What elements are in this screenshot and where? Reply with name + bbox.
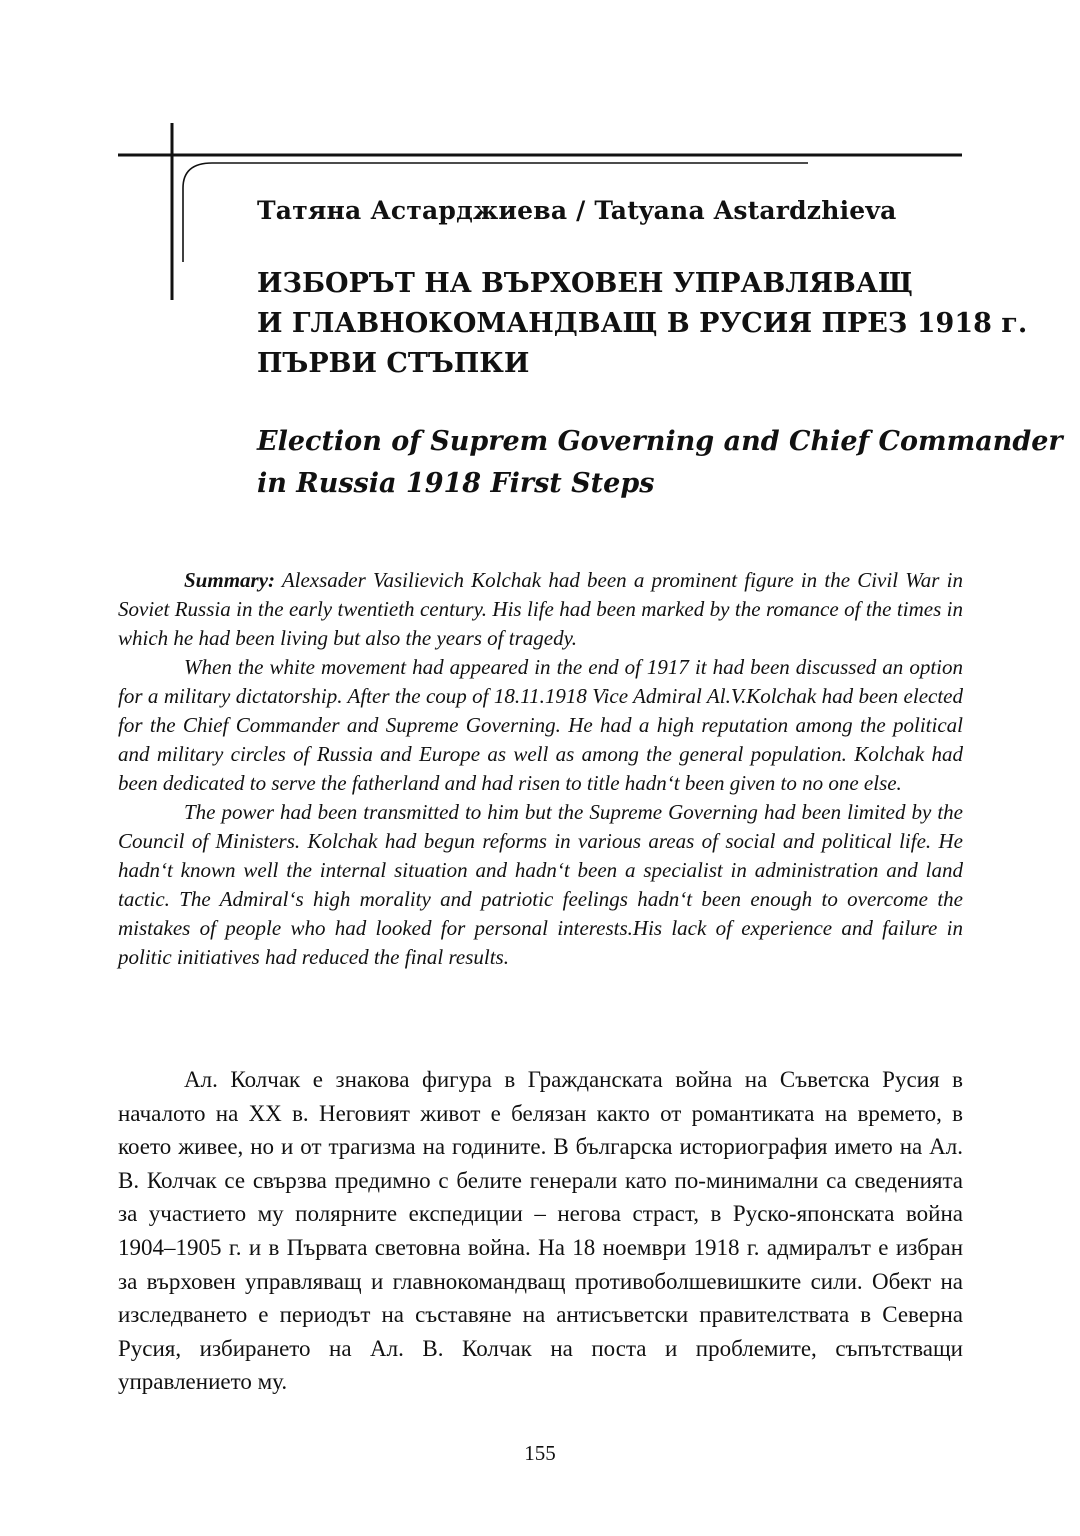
title-english (257, 421, 1063, 505)
summary-paragraph: The power had been transmitted to him but the Supreme Governing had been limited by the Council of Ministers. Kolchak had begun reforms in various areas of social and political life. He hadn‘t known well the internal situation and hadn‘t been a specialist in administration and land tactic. The Admiral‘s high morality and patriotic feelings hadn‘t been enough to overcome the mistakes of people who had looked for personal interests.His lack of experience and failure in politic initiatives had reduced the final results. (118, 800, 963, 969)
title-bulgarian-line: ПЪРВИ СТЪПКИ (257, 348, 530, 379)
body-paragraph: Ал. Колчак е знакова фигура в Гражданската война на Съветска Русия в началото на XX в. Неговият живот е белязан както от романтиката на времето, в което живее, но и от трагизма на годините. В българска историография името на Ал. В. Колчак се свързва предимно с белите генерали като по-минимални са сведенията за участието му полярните експедиции – негова страст, в Руско-японската война 1904–1905 г. и в Първата световна война. На 18 ноември 1918 г. адмиралът е избран за върховен управляващ и главнокомандващ противоболшевишките сили. Обект на изследването е периодът на съставяне на антисъветски правителствата в Северна Русия, избирането на Ал. В. Колчак на поста и проблемите, съпътстващи управлението му. (118, 1067, 963, 1395)
summary-paragraph: When the white movement had appeared in the end of 1917 it had been discussed an option for a military dictatorship. After the coup of 18.11.1918 Vice Admiral Al.V.Kolchak had been elected for the Chief Commander and Supreme Governing. He had a high reputation among the political and military circles of Russia and Europe as well as among the general population. Kolchak had been dedicated to serve the fatherland and had risen to title hadn‘t been given to no one else. (118, 655, 963, 795)
title-bulgarian (257, 264, 1028, 384)
body-text (118, 1063, 963, 1399)
title-english-line: in Russia 1918 First Steps (257, 468, 655, 499)
summary-paragraph-text: Alexsader Vasilievich Kolchak had been a prominent figure in the Civil War in Soviet Russia in the early twentieth century. His life had been marked by the romance of the times in which he had been living but also the years of tragedy. (118, 568, 963, 650)
title-english-line: Election of Suprem Governing and Chief Commander (257, 426, 1063, 457)
page-number: 155 (524, 1441, 556, 1465)
title-bulgarian-line: И ГЛАВНОКОМАНДВАЩ В РУСИЯ ПРЕЗ 1918 г. (257, 308, 1028, 339)
summary-paragraph (118, 566, 963, 653)
title-bulgarian-line: ИЗБОРЪТ НА ВЪРХОВЕН УПРАВЛЯВАЩ (257, 268, 913, 299)
summary-block (118, 566, 963, 972)
summary-label: Summary: (184, 568, 276, 592)
author-name: Татяна Астарджиева / Tatyana Astardzhieva (257, 196, 897, 225)
